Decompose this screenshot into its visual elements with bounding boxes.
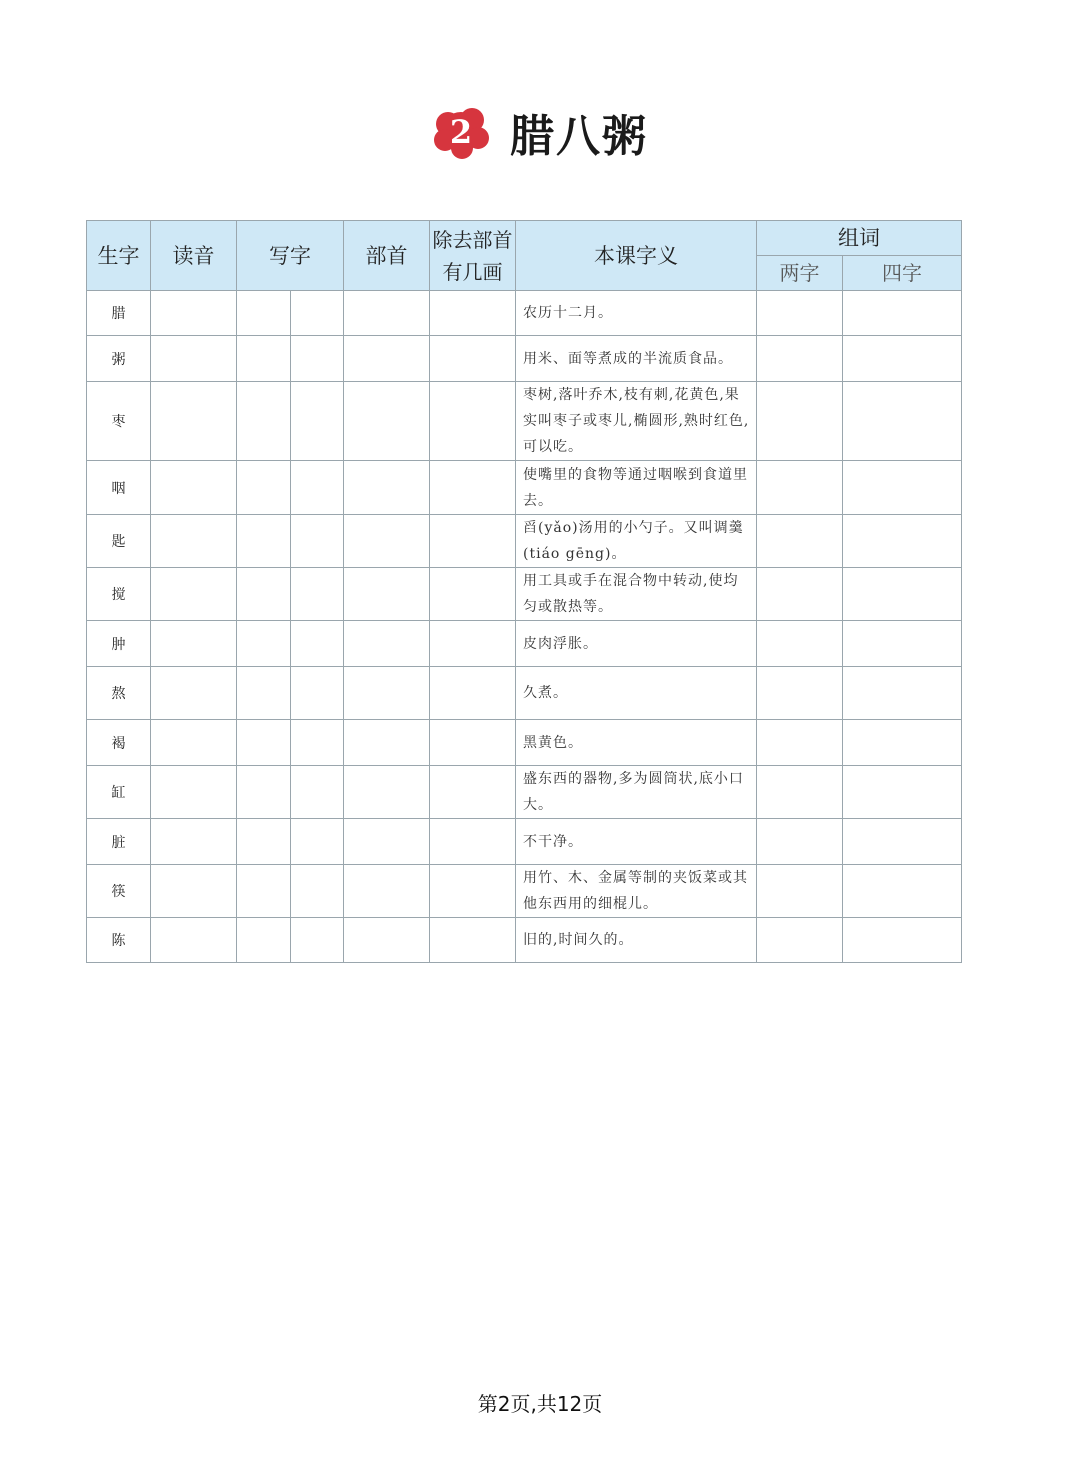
radical-cell[interactable] bbox=[344, 382, 430, 461]
two-char-word-cell[interactable] bbox=[757, 461, 843, 515]
writing-cell[interactable] bbox=[237, 621, 291, 667]
table-row bbox=[87, 382, 962, 461]
four-char-word-cell[interactable] bbox=[843, 865, 962, 918]
reading-cell[interactable] bbox=[151, 918, 237, 963]
table-row bbox=[87, 568, 962, 621]
row-char: 缸 bbox=[87, 766, 151, 819]
header-strokes bbox=[430, 221, 516, 291]
four-char-word-cell[interactable] bbox=[843, 667, 962, 720]
lesson-heading bbox=[0, 100, 1080, 164]
four-char-word-cell[interactable] bbox=[843, 336, 962, 382]
row-meaning: 农历十二月。 bbox=[516, 291, 757, 336]
reading-cell[interactable] bbox=[151, 515, 237, 568]
writing-cell[interactable] bbox=[237, 819, 291, 865]
writing-cell[interactable] bbox=[237, 382, 291, 461]
strokes-cell[interactable] bbox=[430, 336, 516, 382]
table-row bbox=[87, 291, 962, 336]
row-meaning: 黑黄色。 bbox=[516, 720, 757, 766]
header-words: 组词 bbox=[757, 221, 962, 256]
writing-cell[interactable] bbox=[291, 291, 344, 336]
four-char-word-cell[interactable] bbox=[843, 291, 962, 336]
two-char-word-cell[interactable] bbox=[757, 819, 843, 865]
four-char-word-cell[interactable] bbox=[843, 621, 962, 667]
strokes-cell[interactable] bbox=[430, 461, 516, 515]
reading-cell[interactable] bbox=[151, 865, 237, 918]
header-radical: 部首 bbox=[344, 221, 430, 291]
reading-cell[interactable] bbox=[151, 667, 237, 720]
radical-cell[interactable] bbox=[344, 819, 430, 865]
reading-cell[interactable] bbox=[151, 461, 237, 515]
table-row bbox=[87, 621, 962, 667]
two-char-word-cell[interactable] bbox=[757, 336, 843, 382]
writing-cell[interactable] bbox=[237, 291, 291, 336]
row-meaning: 旧的,时间久的。 bbox=[516, 918, 757, 963]
writing-cell[interactable] bbox=[237, 720, 291, 766]
four-char-word-cell[interactable] bbox=[843, 382, 962, 461]
writing-cell[interactable] bbox=[291, 720, 344, 766]
writing-cell[interactable] bbox=[237, 766, 291, 819]
strokes-cell[interactable] bbox=[430, 621, 516, 667]
table-row bbox=[87, 819, 962, 865]
strokes-cell[interactable] bbox=[430, 720, 516, 766]
strokes-cell[interactable] bbox=[430, 918, 516, 963]
header-strokes-line1: 除去部首 bbox=[432, 227, 513, 252]
table-row bbox=[87, 336, 962, 382]
row-char: 筷 bbox=[87, 865, 151, 918]
row-char: 陈 bbox=[87, 918, 151, 963]
writing-cell[interactable] bbox=[237, 336, 291, 382]
row-meaning: 用竹、木、金属等制的夹饭菜或其他东西用的细棍儿。 bbox=[516, 865, 757, 918]
writing-cell[interactable] bbox=[291, 667, 344, 720]
four-char-word-cell[interactable] bbox=[843, 819, 962, 865]
writing-cell[interactable] bbox=[291, 382, 344, 461]
row-char: 褐 bbox=[87, 720, 151, 766]
lesson-number: 2 bbox=[449, 113, 473, 151]
row-meaning: 用米、面等煮成的半流质食品。 bbox=[516, 336, 757, 382]
table-row bbox=[87, 461, 962, 515]
header-char: 生字 bbox=[87, 221, 151, 291]
header-writing: 写字 bbox=[237, 221, 344, 291]
lesson-title: 腊八粥 bbox=[510, 111, 648, 162]
writing-cell[interactable] bbox=[237, 568, 291, 621]
header-reading: 读音 bbox=[151, 221, 237, 291]
row-char: 粥 bbox=[87, 336, 151, 382]
row-char: 咽 bbox=[87, 461, 151, 515]
strokes-cell[interactable] bbox=[430, 667, 516, 720]
writing-cell[interactable] bbox=[291, 461, 344, 515]
two-char-word-cell[interactable] bbox=[757, 382, 843, 461]
strokes-cell[interactable] bbox=[430, 515, 516, 568]
radical-cell[interactable] bbox=[344, 720, 430, 766]
row-meaning: 皮肉浮胀。 bbox=[516, 621, 757, 667]
table-row bbox=[87, 515, 962, 568]
two-char-word-cell[interactable] bbox=[757, 621, 843, 667]
table-row bbox=[87, 918, 962, 963]
table-row bbox=[87, 865, 962, 918]
writing-cell[interactable] bbox=[237, 515, 291, 568]
writing-cell[interactable] bbox=[291, 819, 344, 865]
row-char: 熬 bbox=[87, 667, 151, 720]
radical-cell[interactable] bbox=[344, 568, 430, 621]
header-meaning: 本课字义 bbox=[516, 221, 757, 291]
radical-cell[interactable] bbox=[344, 621, 430, 667]
reading-cell[interactable] bbox=[151, 621, 237, 667]
writing-cell[interactable] bbox=[291, 621, 344, 667]
row-meaning: 盛东西的器物,多为圆筒状,底小口大。 bbox=[516, 766, 757, 819]
radical-cell[interactable] bbox=[344, 336, 430, 382]
reading-cell[interactable] bbox=[151, 336, 237, 382]
writing-cell[interactable] bbox=[237, 461, 291, 515]
four-char-word-cell[interactable] bbox=[843, 568, 962, 621]
writing-cell[interactable] bbox=[291, 336, 344, 382]
reading-cell[interactable] bbox=[151, 819, 237, 865]
two-char-word-cell[interactable] bbox=[757, 667, 843, 720]
two-char-word-cell[interactable] bbox=[757, 515, 843, 568]
strokes-cell[interactable] bbox=[430, 382, 516, 461]
writing-cell[interactable] bbox=[291, 568, 344, 621]
radical-cell[interactable] bbox=[344, 667, 430, 720]
strokes-cell[interactable] bbox=[430, 568, 516, 621]
writing-cell[interactable] bbox=[291, 515, 344, 568]
strokes-cell[interactable] bbox=[430, 291, 516, 336]
writing-cell[interactable] bbox=[237, 667, 291, 720]
lesson-number-badge bbox=[432, 104, 490, 160]
radical-cell[interactable] bbox=[344, 291, 430, 336]
row-char: 匙 bbox=[87, 515, 151, 568]
page-indicator: 第2页,共12页 bbox=[477, 1392, 603, 1416]
reading-cell[interactable] bbox=[151, 382, 237, 461]
reading-cell[interactable] bbox=[151, 766, 237, 819]
writing-cell[interactable] bbox=[291, 766, 344, 819]
radical-cell[interactable] bbox=[344, 766, 430, 819]
two-char-word-cell[interactable] bbox=[757, 568, 843, 621]
row-char: 腊 bbox=[87, 291, 151, 336]
radical-cell[interactable] bbox=[344, 918, 430, 963]
two-char-word-cell[interactable] bbox=[757, 865, 843, 918]
two-char-word-cell[interactable] bbox=[757, 766, 843, 819]
four-char-word-cell[interactable] bbox=[843, 461, 962, 515]
four-char-word-cell[interactable] bbox=[843, 515, 962, 568]
reading-cell[interactable] bbox=[151, 568, 237, 621]
header-strokes-line2: 有几画 bbox=[442, 259, 503, 284]
two-char-word-cell[interactable] bbox=[757, 918, 843, 963]
header-two-char: 两字 bbox=[757, 256, 843, 291]
header-four-char: 四字 bbox=[843, 256, 962, 291]
row-meaning: 使嘴里的食物等通过咽喉到食道里去。 bbox=[516, 461, 757, 515]
row-char: 搅 bbox=[87, 568, 151, 621]
radical-cell[interactable] bbox=[344, 515, 430, 568]
two-char-word-cell[interactable] bbox=[757, 720, 843, 766]
strokes-cell[interactable] bbox=[430, 766, 516, 819]
four-char-word-cell[interactable] bbox=[843, 720, 962, 766]
four-char-word-cell[interactable] bbox=[843, 766, 962, 819]
row-meaning: 用工具或手在混合物中转动,使均匀或散热等。 bbox=[516, 568, 757, 621]
writing-cell[interactable] bbox=[291, 865, 344, 918]
strokes-cell[interactable] bbox=[430, 865, 516, 918]
writing-cell[interactable] bbox=[291, 918, 344, 963]
character-table bbox=[86, 220, 962, 963]
table-row bbox=[87, 766, 962, 819]
row-meaning: 枣树,落叶乔木,枝有刺,花黄色,果实叫枣子或枣儿,椭圆形,熟时红色,可以吃。 bbox=[516, 382, 757, 461]
reading-cell[interactable] bbox=[151, 291, 237, 336]
radical-cell[interactable] bbox=[344, 865, 430, 918]
strokes-cell[interactable] bbox=[430, 819, 516, 865]
row-char: 肿 bbox=[87, 621, 151, 667]
writing-cell[interactable] bbox=[237, 865, 291, 918]
table-row bbox=[87, 667, 962, 720]
row-char: 枣 bbox=[87, 382, 151, 461]
table-row bbox=[87, 720, 962, 766]
row-meaning: 不干净。 bbox=[516, 819, 757, 865]
writing-cell[interactable] bbox=[237, 918, 291, 963]
row-meaning: 久煮。 bbox=[516, 667, 757, 720]
two-char-word-cell[interactable] bbox=[757, 291, 843, 336]
row-char: 脏 bbox=[87, 819, 151, 865]
row-meaning: 舀(yǎo)汤用的小勺子。又叫调羹(tiáo gēng)。 bbox=[516, 515, 757, 568]
reading-cell[interactable] bbox=[151, 720, 237, 766]
radical-cell[interactable] bbox=[344, 461, 430, 515]
four-char-word-cell[interactable] bbox=[843, 918, 962, 963]
